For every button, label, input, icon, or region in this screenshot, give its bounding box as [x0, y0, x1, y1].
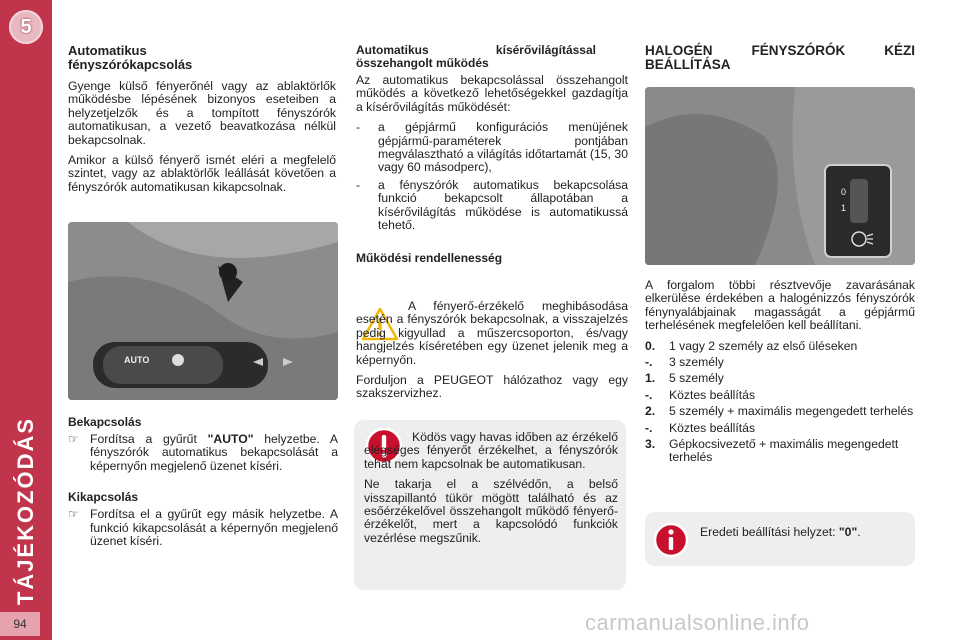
list-item: 0. 1 vagy 2 személy az első üléseken: [645, 338, 858, 353]
info-icon: [652, 521, 690, 559]
headlamp-leveling-text: [645, 279, 915, 468]
headlamp-leveling-intro: A forgalom többi résztvevője zavarásának elkerülése érdekében a halogénizzós fényszórók fénynyalábjainak magasságát a gépjármű terhelésének megfelelően kell beállítani.: [645, 278, 915, 333]
warning-paragraph-1: Ködös vagy havas időben az érzékelő elégséges fényerőt érzékelhet, a fényszórók tehát nem kapcsolnak be automatikusan.: [364, 430, 618, 471]
auto-lights-paragraph-2: Amikor a külső fényerő ismét eléri a megfelelő szintet, vagy az ablaktörlők leállását követően a fényszórók automatikusan kikapcsolnak.: [68, 153, 336, 194]
guide-lighting-item: a fényszórók automatikus bekapcsolása funkció bekapcsolt állapotában a kísérővilágítás működése is automatikussá tehető.: [378, 177, 628, 233]
list-item: -. 3 személy: [645, 355, 724, 370]
headlamp-leveling-dial-icon: [645, 87, 915, 265]
list-item: 2. 5 személy + maximális megengedett terhelés: [645, 404, 914, 419]
guide-lighting-item: a gépjármű konfigurációs menüjének gépjármű-paraméterek pontjában megválasztható a világítás időtartamát (15, 30 vagy 60 másodperc),: [378, 120, 628, 175]
dial-marking-0: 0: [841, 187, 847, 197]
watermark: carmanualsonline.info: [585, 610, 810, 635]
chapter-title-text: TÁJÉKOZÓDÁS: [13, 416, 38, 605]
auto-lights-on-section: [68, 416, 338, 554]
dial-marking-1: 1: [841, 203, 847, 213]
fault-heading: Működési rendellenesség: [356, 251, 503, 266]
pointer-icon: ☞: [68, 432, 79, 446]
list-item: 3. Gépkocsivezető + maximális megengedett terhelés: [645, 437, 899, 465]
fault-contact: Forduljon a PEUGEOT hálózathoz vagy egy szakszervizhez.: [356, 373, 628, 401]
fault-text: A fényerő-érzékelő meghibásodása esetén a fényszórók bekapcsolnak, a visszajelzés pedig kigyullad a műszercsoporton, és/vagy hangjelzés kíséretében egy üzenet jelenik meg a képernyőn.: [356, 299, 628, 367]
list-item: -. Köztes beállítás: [645, 387, 756, 402]
page-number: 94: [0, 612, 40, 636]
column-auto-lights: [68, 44, 336, 201]
column-guide-lighting: Automatikus kísérővilágítással összehangolt működés Az automatikus bekapcsolással összehangolt működés a következő lehetőségekkel gazdagítja a kísérővilágítás működését: - a gépjármű konfigurációs menüjének gépjármű-paraméterek pontjában megválasztható a világítás időtartamát (15, 30 vagy 60 másodperc), - a fényszórók automatikus bekapcsolása funkció bekapcsolt állapotában a kísérővilágítás működése is automatikussá tehető. Működési rendellenesség: [356, 43, 628, 266]
switch-off-text: Fordítsa el a gyűrűt egy másik helyzetbe. A funkció kikapcsolását a képernyőn megjelenő üzenet kíséri.: [90, 507, 338, 549]
auto-label: AUTO: [124, 355, 150, 365]
fault-section: [356, 300, 628, 408]
switch-on-text: Fordítsa a gyűrűt "AUTO" helyzetbe. A fényszórók automatikus bekapcsolását a képernyőn megjelenő üzenet kíséri.: [90, 432, 338, 473]
guide-lighting-heading: Automatikus kísérővilágítással összehangolt működés: [356, 43, 596, 70]
pointer-icon: ☞: [68, 507, 79, 522]
column-headlamp-leveling: [645, 44, 915, 80]
light-stalk-icon: [68, 222, 338, 400]
info-text: Eredeti beállítási helyzet: "0".: [700, 525, 861, 539]
warning-text: [364, 431, 618, 552]
auto-lights-heading: Automatikus fényszórókapcsolás: [68, 43, 193, 72]
chapter-badge: [9, 10, 43, 44]
chapter-title: [8, 418, 44, 603]
auto-lights-paragraph-1: Gyenge külső fényerőnél vagy az ablaktörlők működésbe lépésének bizonyos eseteiben a helyzetjelzők és a tompított fényszórók automatikusan, a vezető beavatkozása nélkül bekapcsolnak.: [68, 79, 336, 147]
guide-lighting-intro: Az automatikus bekapcsolással összehangolt működés a következő lehetőségekkel gazdagítja a kísérővilágítás működését:: [356, 73, 628, 114]
switch-off-heading: Kikapcsolás: [68, 490, 139, 505]
list-item: -. Köztes beállítás: [645, 420, 756, 435]
switch-on-heading: Bekapcsolás: [68, 415, 142, 429]
headlamp-dial-photo: [645, 87, 915, 265]
warning-paragraph-2: Ne takarja el a szélvédőn, a belső visszapillantó tükör mögött található és az esőérzékelővel összehangolt működő fényerő-érzékelőt, mert a kapcsolódó funkciók vezérlése megszűnik.: [364, 477, 618, 545]
list-item: 1. 5 személy: [645, 371, 724, 386]
chapter-number: 5: [20, 15, 32, 38]
light-stalk-photo: [68, 222, 338, 400]
headlamp-leveling-heading: HALOGÉN FÉNYSZÓRÓK KÉZI BEÁLLÍTÁSA: [645, 43, 915, 72]
